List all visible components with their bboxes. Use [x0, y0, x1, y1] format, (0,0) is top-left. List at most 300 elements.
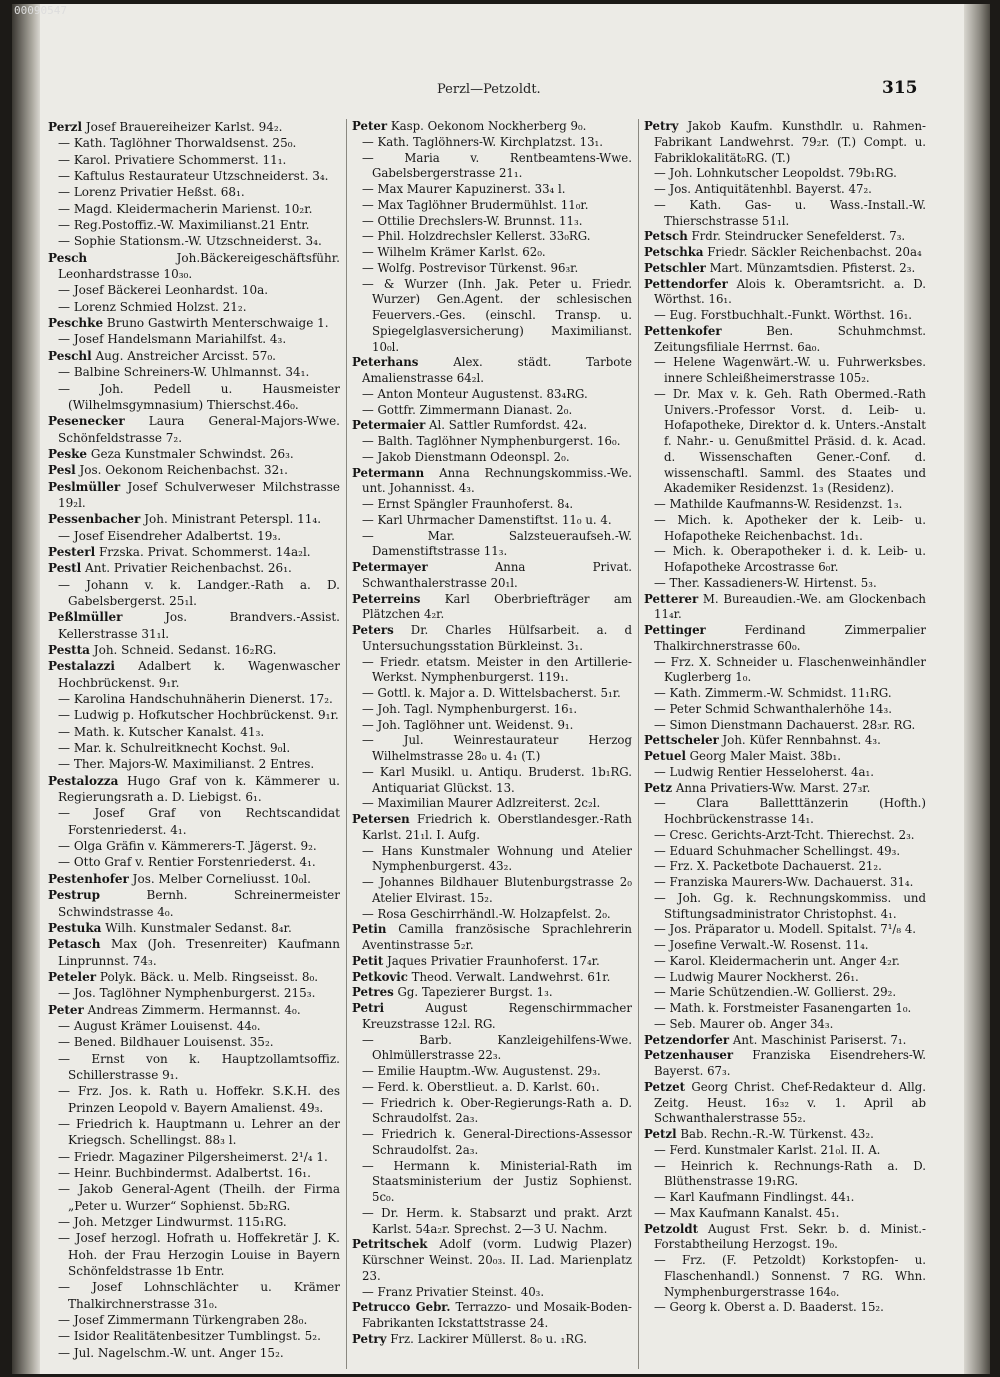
entry-text: — Mar. k. Schulreitknecht Kochst. 9₀l. [58, 741, 291, 756]
entry-text: — Maximilian Maurer Adlzreiterst. 2c₂l. [362, 796, 601, 811]
directory-entry [352, 355, 632, 387]
entry-surname: Peterhans [352, 355, 419, 370]
entry-text: Anna Privatiers-Ww. Marst. 27₃r. [675, 780, 871, 795]
directory-subentry [48, 1181, 340, 1214]
entry-text: — Ther. Kassadieners-W. Hirtenst. 5₃. [654, 575, 877, 590]
directory-entry [352, 623, 632, 655]
entry-text: — Friedrich k. Hauptmann u. Lehrer an der Kriegsch. Schellingst. 88₃ l. [58, 1116, 340, 1148]
directory-entry [48, 315, 340, 331]
directory-subentry [352, 765, 632, 797]
entry-surname: Perzl [48, 120, 83, 134]
directory-subentry [352, 655, 632, 687]
entry-text: Kasp. Oekonom Nockherberg 9₀. [390, 119, 587, 133]
entry-text: — Joh. Tagl. Nymphenburgerst. 16₁. [362, 701, 578, 716]
entry-text: M. Bureaudien.-We. am Glockenbach 11₄r. [654, 591, 926, 622]
entry-surname: Petry [352, 1331, 387, 1346]
entry-text: Jos. Oekonom Reichenbachst. 32₁. [79, 463, 288, 478]
entry-surname: Peters [352, 623, 394, 637]
directory-subentry [48, 577, 340, 610]
entry-text: — Kath. Zimmerm.-W. Schmidst. 11₁RG. [654, 686, 892, 700]
entry-text: — Karol. Privatiere Schommerst. 11₁. [58, 152, 287, 167]
directory-subentry [48, 740, 340, 756]
directory-subentry [48, 1279, 340, 1312]
directory-subentry [48, 1214, 340, 1230]
entry-text: Wilh. Kunstmaler Sedanst. 8₄r. [105, 920, 292, 935]
entry-text: — Rosa Geschirrhändl.-W. Holzapfelst. 2₀. [362, 906, 611, 921]
entry-text: — Ludwig Maurer Nockherst. 26₁. [654, 969, 859, 984]
entry-text: — Sophie Stationsm.-W. Utzschneiderst. 3₄. [58, 234, 322, 249]
directory-subentry [644, 497, 926, 513]
entry-text: Joh.Bäckereigeschäftsführ. Leonhardstrasse 10₃₀. [58, 250, 340, 282]
entry-text: — Josefine Verwalt.-W. Rosenst. 11₄. [654, 938, 869, 952]
entry-surname: Pesl [48, 463, 76, 478]
entry-text: — Karolina Handschuhnäherin Dienerst. 17₂. [58, 692, 333, 707]
entry-surname: Petermaier [352, 418, 426, 433]
entry-surname: Pestalozza [48, 773, 119, 788]
directory-subentry [352, 1096, 632, 1128]
entry-text: — Wilhelm Krämer Karlst. 62₀. [362, 245, 546, 259]
entry-text: — Franziska Maurers-Ww. Dachauerst. 31₄. [654, 875, 914, 889]
entry-surname: Petres [352, 985, 394, 1000]
book-gutter [12, 4, 40, 1374]
entry-text: — Ther. Majors-W. Maximilianst. 2 Entres. [58, 757, 315, 772]
entry-text: Georg Maler Maist. 38b₁. [689, 749, 841, 763]
directory-subentry [48, 201, 340, 217]
directory-entry [48, 119, 340, 135]
entry-surname: Petzl [644, 1127, 677, 1141]
directory-entry [352, 954, 632, 970]
directory-entry [352, 466, 632, 498]
entry-text: — Franz Privatier Steinst. 40₃. [362, 1284, 545, 1299]
directory-entry [644, 1080, 926, 1127]
directory-subentry [352, 1080, 632, 1096]
entry-text: — Otto Graf v. Rentier Forstenriederst. 4₁. [58, 855, 316, 870]
entry-text: Al. Sattler Rumfordst. 42₄. [429, 418, 588, 433]
entry-text: Ant. Privatier Reichenbachst. 26₁. [85, 561, 292, 576]
entry-surname: Petry [644, 119, 679, 133]
directory-subentry [352, 245, 632, 261]
directory-subentry [352, 182, 632, 198]
entry-surname: Pestenhofer [48, 871, 129, 886]
directory-subentry [644, 891, 926, 923]
directory-subentry [644, 718, 926, 734]
entry-text: — Reg.Postoffiz.-W. Maximilianst.21 Entr. [58, 218, 310, 233]
entry-text: August Frst. Sekr. b. d. Minist.-Forstabtheilung Herzogst. 19₀. [654, 1221, 926, 1252]
entry-text: Anna Rechnungskommiss.-We. unt. Johannisst. 4₃. [362, 465, 632, 496]
entry-text: — Kath. Gas- u. Wass.-Install.-W. Thierschstrasse 51₁l. [654, 197, 926, 228]
directory-subentry [352, 135, 632, 151]
entry-text: — & Wurzer (Inh. Jak. Peter u. Friedr. Wurzer) Gen.Agent. der schlesischen Feuervers.-Ges. (einschl. Transp. u. Spiegelglasversicherung) Maximilianst. 10₀l. [362, 276, 632, 354]
directory-subentry [644, 308, 926, 324]
directory-subentry [644, 844, 926, 860]
entry-text: — Max Maurer Kapuzinerst. 33₄ l. [362, 182, 566, 196]
directory-entry [352, 922, 632, 954]
directory-subentry [644, 1253, 926, 1300]
entry-surname: Pestl [48, 561, 82, 576]
entry-surname: Petzet [644, 1079, 685, 1094]
entry-text: Franziska Eisendrehers-W. Bayerst. 67₃. [654, 1048, 926, 1078]
entry-text: — Max Taglöhner Brudermühlst. 11₀r. [362, 197, 589, 212]
directory-subentry [644, 182, 926, 198]
directory-entry [352, 985, 632, 1001]
entry-surname: Petz [644, 780, 673, 795]
entry-text: — Ernst von k. Hauptzollamtsoffiz. Schillerstrasse 9₁. [58, 1051, 340, 1082]
entry-text: Josef Schulverweser Milchstrasse 19₂l. [58, 479, 340, 510]
entry-text: — Magd. Kleidermacherin Marienst. 10₂r. [58, 201, 313, 216]
entry-text: — Ludwig p. Hofkutscher Hochbrückenst. 9₁r. [58, 708, 339, 723]
directory-subentry [48, 691, 340, 707]
directory-subentry [644, 686, 926, 702]
entry-surname: Petri [352, 1001, 385, 1015]
entry-text: — Johann v. k. Landger.-Rath a. D. Gabelsbergerst. 25₁l. [58, 577, 340, 608]
directory-subentry [644, 1001, 926, 1017]
directory-subentry [48, 854, 340, 870]
column-divider [346, 119, 347, 1369]
directory-subentry [48, 135, 340, 151]
entry-text: — Josef herzogl. Hofrath u. Hoffekretär J. K. Hoh. der Frau Herzogin Louise in Bayern Schönfeldstrasse 1b Entr. [58, 1231, 340, 1279]
directory-subentry [48, 1149, 340, 1165]
entry-text: Hugo Graf von k. Kämmerer u. Regierungsrath a. D. Liebigst. 6₁. [58, 773, 340, 805]
directory-entry [48, 969, 340, 985]
entry-surname: Peske [48, 446, 88, 461]
entry-surname: Petzenhauser [644, 1048, 734, 1063]
entry-text: — Josef Lohnschlächter u. Krämer Thalkirchnerstrasse 31₀. [58, 1280, 340, 1311]
entry-text: Bab. Rechn.-R.-W. Türkenst. 43₂. [680, 1127, 874, 1141]
directory-subentry [48, 364, 340, 380]
entry-surname: Petzendorfer [644, 1032, 730, 1047]
directory-subentry [48, 282, 340, 298]
directory-entry [352, 592, 632, 624]
entry-text: — Bened. Bildhauer Louisenst. 35₂. [58, 1035, 274, 1050]
directory-entry [48, 544, 340, 560]
directory-entry [48, 560, 340, 576]
directory-subentry [352, 151, 632, 183]
entry-surname: Pettenkofer [644, 323, 722, 338]
entry-text: Friedrich k. Oberstlandesger.-Rath Karlst. 21₁l. I. Aufg. [362, 812, 632, 842]
directory-subentry [644, 796, 926, 828]
directory-entry [48, 511, 340, 527]
entry-text: — Joh. Metzger Lindwurmst. 115₁RG. [58, 1215, 287, 1230]
entry-text: — Barb. Kanzleigehilfens-Wwe. Ohlmüllerstrasse 22₃. [362, 1032, 632, 1063]
entry-text: Frdr. Steindrucker Senefelderst. 7₃. [691, 229, 906, 244]
entry-text: — Lorenz Privatier Heßst. 68₁. [58, 185, 245, 200]
entry-surname: Petsch [644, 229, 688, 244]
directory-entry [48, 920, 340, 936]
entry-surname: Petersen [352, 812, 410, 826]
entry-surname: Peteler [48, 969, 97, 984]
directory-entry [48, 642, 340, 658]
entry-text: — Kath. Taglöhners-W. Kirchplatzst. 13₁. [362, 134, 603, 149]
directory-column-3 [644, 119, 926, 1316]
entry-surname: Petasch [48, 937, 101, 952]
entry-surname: Petschler [644, 260, 706, 275]
entry-text: Jaques Privatier Fraunhoferst. 17₄r. [387, 953, 600, 968]
entry-surname: Pestuka [48, 920, 102, 935]
entry-text: — Dr. Herm. k. Stabsarzt und prakt. Arzt Karlst. 54a₂r. Sprechst. 2—3 U. Nachm. [362, 1205, 632, 1236]
entry-text: Mart. Münzamtsdien. Pfisterst. 2₃. [709, 260, 916, 275]
entry-text: — Jakob General-Agent (Theilh. der Firma „Peter u. Wurzer“ Sophienst. 5b₂RG. [58, 1182, 340, 1213]
entry-text: Alex. städt. Tarbote Amalienstrasse 64₂l. [362, 355, 632, 385]
entry-surname: Petzoldt [644, 1221, 699, 1236]
directory-subentry [644, 1017, 926, 1033]
directory-entry [644, 1127, 926, 1143]
entry-surname: Peslmüller [48, 479, 121, 494]
entry-text: Gg. Tapezierer Burgst. 1₃. [397, 985, 553, 1000]
entry-text: Jakob Kaufm. Kunsthdlr. u. Rahmen-Fabrikant Landwehrst. 79₂r. (T.) Compt. u. Fabriklokalität₀RG. (T.) [654, 119, 926, 165]
directory-subentry [48, 331, 340, 347]
entry-text: — Wolfg. Postrevisor Türkenst. 96₃r. [362, 260, 579, 275]
directory-subentry [352, 450, 632, 466]
entry-text: Anna Privat. Schwanthalerstrasse 20₁l. [362, 560, 632, 590]
entry-text: Dr. Charles Hülfsarbeit. a. d Untersuchungsstation Bürkleinst. 3₁. [362, 623, 632, 653]
directory-entry [352, 1237, 632, 1284]
entry-surname: Peschke [48, 316, 104, 331]
entry-surname: Pettendorfer [644, 276, 728, 291]
entry-surname: Peßlmüller [48, 610, 123, 625]
entry-text: — Friedrich k. Ober-Regierungs-Rath a. D. Schraudolfst. 2a₃. [362, 1095, 632, 1126]
directory-entry [48, 250, 340, 283]
entry-text: — Karl Uhrmacher Damenstiftst. 11₀ u. 4. [362, 512, 612, 527]
entry-text: — Frz. (F. Petzoldt) Korkstopfen- u. Flaschenhandl.) Sonnenst. 7 RG. Whn. Nymphenburgerstrasse 164₀. [654, 1253, 926, 1299]
entry-text: — Olga Gräfin v. Kämmerers-T. Jägerst. 9₂. [58, 839, 317, 854]
entry-text: — Friedr. Magaziner Pilgersheimerst. 2¹/₄ 1. [58, 1149, 328, 1164]
directory-entry [352, 970, 632, 986]
directory-subentry [352, 198, 632, 214]
entry-text: — Hans Kunstmaler Wohnung und Atelier Nymphenburgerst. 43₂. [362, 843, 632, 874]
directory-entry [352, 418, 632, 434]
entry-text: — Math. k. Kutscher Kanalst. 41₃. [58, 724, 265, 739]
entry-surname: Pesterl [48, 544, 96, 559]
directory-subentry [352, 844, 632, 876]
entry-text: Theod. Verwalt. Landwehrst. 61r. [411, 969, 611, 984]
entry-text: — Anton Monteur Augustenst. 83₄RG. [362, 386, 588, 401]
entry-text: — Jul. Weinrestaurateur Herzog Wilhelmstrasse 28₀ u. 4₁ (T.) [362, 733, 632, 763]
directory-subentry [644, 1206, 926, 1222]
entry-text: — Gottfr. Zimmermann Dianast. 2₀. [362, 402, 573, 417]
entry-text: — Simon Dienstmann Dachauerst. 28₃r. RG. [654, 717, 916, 732]
directory-subentry [352, 1127, 632, 1159]
directory-subentry [644, 970, 926, 986]
directory-subentry [48, 1083, 340, 1116]
directory-subentry [352, 277, 632, 356]
directory-subentry [48, 168, 340, 184]
directory-subentry [48, 985, 340, 1001]
entry-text: — Mar. Salzsteueraufseh.-W. Damenstiftstrasse 11₃. [362, 528, 632, 559]
entry-text: Alois k. Oberamtsricht. a. D. Wörthst. 16₁. [654, 276, 926, 307]
entry-text: August Regenschirmmacher Kreuzstrasse 12₂l. RG. [362, 1001, 632, 1031]
directory-entry [644, 749, 926, 765]
entry-text: — Emilie Hauptm.-Ww. Augustenst. 29₃. [362, 1064, 601, 1078]
entry-text: — Josef Handelsmann Mariahilfst. 4₃. [58, 332, 287, 347]
entry-text: — Lorenz Schmied Holzst. 21₂. [58, 299, 247, 314]
directory-column-1 [48, 119, 340, 1361]
directory-subentry [352, 434, 632, 450]
directory-subentry [352, 1206, 632, 1238]
entry-text: — Jos. Taglöhner Nymphenburgerst. 215₃. [58, 986, 316, 1001]
directory-subentry [352, 733, 632, 765]
directory-subentry [352, 1064, 632, 1080]
directory-subentry [48, 1230, 340, 1279]
entry-text: Camilla französische Sprachlehrerin Aventinstrasse 5₂r. [362, 922, 632, 952]
directory-subentry [48, 152, 340, 168]
directory-subentry [48, 1328, 340, 1344]
entry-surname: Petermayer [352, 560, 428, 574]
directory-subentry [48, 838, 340, 854]
entry-text: — Jakob Dienstmann Odeonspl. 2₀. [362, 449, 570, 464]
entry-surname: Petuel [644, 749, 686, 763]
entry-surname: Pettscheler [644, 733, 719, 748]
directory-entry [352, 119, 632, 135]
directory-entry [48, 658, 340, 691]
entry-text: — Ferd. Kunstmaler Karlst. 21₀l. II. A. [654, 1142, 881, 1157]
directory-subentry [352, 1285, 632, 1301]
entry-text: Aug. Anstreicher Arcisst. 57₀. [95, 348, 276, 363]
entry-text: — Heinrich k. Rechnungs-Rath a. D. Blüthenstrasse 19₁RG. [654, 1158, 926, 1189]
entry-surname: Petit [352, 953, 384, 968]
entry-text: — Heinr. Buchbindermst. Adalbertst. 16₁. [58, 1166, 311, 1180]
directory-subentry [352, 229, 632, 245]
entry-surname: Petrucco Gebr. [352, 1300, 451, 1315]
entry-text: Frz. Lackirer Müllerst. 8₀ u. ₁RG. [390, 1331, 587, 1346]
directory-entry [352, 1332, 632, 1348]
entry-text: — Friedr. etatsm. Meister in den Artillerie-Werkst. Nymphenburgerst. 119₁. [362, 654, 632, 685]
entry-surname: Petkovic [352, 969, 408, 984]
directory-entry [644, 245, 926, 261]
entry-text: — Gottl. k. Major a. D. Wittelsbacherst. 5₁r. [362, 686, 621, 700]
directory-entry [48, 936, 340, 969]
entry-text: — Josef Zimmermann Türkengraben 28₀. [58, 1313, 308, 1328]
entry-text: — Josef Graf von Rechtscandidat Forstenriederst. 4₁. [58, 806, 340, 837]
directory-subentry [352, 1033, 632, 1065]
entry-text: — Joh. Taglöhner unt. Weidenst. 9₁. [362, 717, 574, 732]
entry-text: — Kaftulus Restaurateur Utzschneiderst. 3₄. [58, 169, 329, 184]
directory-entry [48, 1002, 340, 1018]
directory-entry [352, 812, 632, 844]
entry-text: — Ottilie Drechslers-W. Brunnst. 11₃. [362, 213, 583, 228]
entry-text: — Max Kaufmann Kanalst. 45₁. [654, 1205, 840, 1220]
directory-subentry [48, 528, 340, 544]
directory-subentry [644, 655, 926, 687]
directory-entry [352, 1001, 632, 1033]
entry-text: Terrazzo- und Mosaik-Boden-Fabrikanten Ickstattstrasse 24. [362, 1300, 632, 1330]
directory-subentry [352, 403, 632, 419]
directory-subentry [644, 166, 926, 182]
directory-subentry [48, 233, 340, 249]
entry-text: — Balth. Taglöhner Nymphenburgerst. 16₀. [362, 434, 621, 448]
entry-text: Joh. Schneid. Sedanst. 16₂RG. [93, 643, 277, 657]
entry-text: Ben. Schuhmchmst. Zeitungsfiliale Herrnst. 6a₀. [654, 323, 926, 354]
directory-subentry [48, 1051, 340, 1084]
entry-text: — Isidor Realitätenbesitzer Tumblingst. 5₂. [58, 1329, 321, 1344]
directory-subentry [644, 875, 926, 891]
entry-surname: Peter [352, 119, 388, 133]
directory-entry [48, 413, 340, 446]
directory-entry [48, 871, 340, 887]
entry-text: — Ferd. k. Oberstlieut. a. D. Karlst. 60₁. [362, 1079, 600, 1094]
directory-subentry [48, 299, 340, 315]
entry-text: Adalbert k. Wagenwascher Hochbrückenst. 9₁r. [58, 659, 340, 690]
entry-text: Polyk. Bäck. u. Melb. Ringseisst. 8₀. [99, 969, 319, 984]
entry-surname: Peterreins [352, 591, 421, 606]
entry-text: Joh. Küfer Rennbahnst. 4₃. [722, 733, 881, 748]
entry-text: — Mathilde Kaufmanns-W. Residenzst. 1₃. [654, 497, 903, 511]
entry-text: — Karl Kaufmann Findlingst. 44₁. [654, 1190, 855, 1204]
directory-subentry [48, 724, 340, 740]
directory-subentry [644, 513, 926, 545]
entry-text: Bernh. Schreinermeister Schwindstrasse 4₀. [58, 888, 340, 919]
entry-surname: Pestalazzi [48, 659, 115, 674]
entry-text: — Frz. X. Packetbote Dachauerst. 21₂. [654, 859, 882, 874]
directory-subentry [644, 576, 926, 592]
directory-subentry [48, 381, 340, 414]
entry-text: — Frz. X. Schneider u. Flaschenweinhändler Kuglerberg 1₀. [654, 654, 926, 685]
entry-text: — Ludwig Rentier Hesseloherst. 4a₁. [654, 764, 874, 779]
directory-subentry [644, 828, 926, 844]
directory-subentry [352, 497, 632, 513]
directory-subentry [644, 859, 926, 875]
directory-entry [644, 1048, 926, 1080]
directory-subentry [644, 1190, 926, 1206]
directory-subentry [48, 1312, 340, 1328]
entry-surname: Pestta [48, 643, 90, 657]
entry-text: — Dr. Max v. k. Geh. Rath Obermed.-Rath Univers.-Professor Vorst. d. Leib- u. Hofapotheke, Direktor d. k. Unters.-Anstalt f. Nahr.- u. Genußmittel Präsid. d. k. Acad. d. Wissenschaften Gener.-Conf. d. wissenschaftl. Samml. des Staates und Akademiker Residenzst. 1₃ (Residenz). [654, 386, 926, 496]
directory-subentry [352, 718, 632, 734]
directory-subentry [644, 954, 926, 970]
entry-text: — Joh. Lohnkutscher Leopoldst. 79b₁RG. [654, 166, 897, 181]
entry-text: — Kath. Taglöhner Thorwaldsenst. 25₀. [58, 136, 297, 151]
entry-surname: Pesenecker [48, 414, 125, 429]
entry-text: Frzska. Privat. Schommerst. 14a₂l. [98, 544, 311, 559]
directory-subentry [644, 1143, 926, 1159]
directory-subentry [48, 1034, 340, 1050]
directory-entry [644, 324, 926, 356]
entry-text: — Mich. k. Oberapotheker i. d. k. Leib- u. Hofapotheke Arcostrasse 6₀r. [654, 544, 926, 574]
column-divider [638, 119, 639, 1369]
entry-text: Joh. Ministrant Peterspl. 11₄. [144, 512, 322, 527]
entry-text: Georg Christ. Chef-Redakteur d. Allg. Zeitg. Heust. 16₃₂ v. 1. April ab Schwanthalerstrasse 55₂. [654, 1079, 926, 1126]
entry-text: — Phil. Holzdrechsler Kellerst. 33₀RG. [362, 229, 591, 244]
entry-text: Laura General-Majors-Wwe. Schönfeldstrasse 7₂. [58, 414, 340, 445]
entry-text: — Friedrich k. General-Directions-Assessor Schraudolfst. 2a₃. [362, 1127, 632, 1157]
entry-text: — Clara Balletttänzerin (Hofth.) Hochbrückenstrasse 14₁. [654, 796, 926, 826]
directory-entry [48, 348, 340, 364]
directory-entry [644, 277, 926, 309]
entry-text: — Hermann k. Ministerial-Rath im Staatsministerium der Justiz Sophienst. 5c₀. [362, 1158, 632, 1204]
entry-text: — Eug. Forstbuchhalt.-Funkt. Wörthst. 16₁. [654, 308, 913, 322]
directory-subentry [352, 513, 632, 529]
entry-text: Adolf (vorm. Ludwig Plazer) Kürschner Weinst. 20₀₃. II. Lad. Marienplatz 23. [362, 1237, 632, 1283]
entry-text: Josef Brauereiheizer Karlst. 94₂. [85, 120, 283, 134]
entry-text: — Helene Wagenwärt.-W. u. Fuhrwerksbes. innere Schleißheimerstrasse 105₂. [654, 355, 926, 385]
entry-text: Karl Oberbriefträger am Plätzchen 4₂r. [362, 591, 632, 622]
directory-subentry [48, 1345, 340, 1361]
directory-subentry [644, 1300, 926, 1316]
directory-subentry [352, 875, 632, 907]
directory-entry [644, 592, 926, 624]
entry-text: Jos. Brandvers.-Assist. Kellerstrasse 31₁l. [58, 610, 340, 641]
directory-entry [48, 479, 340, 512]
entry-text: Max (Joh. Tresenreiter) Kaufmann Linprunnst. 74₃. [58, 937, 340, 968]
entry-text: Friedr. Säckler Reichenbachst. 20a₄ [707, 245, 922, 259]
directory-entry [48, 462, 340, 478]
entry-text: — Karl Musikl. u. Antiqu. Bruderst. 1b₁RG. Antiquariat Glückst. 13. [362, 764, 632, 795]
directory-subentry [644, 938, 926, 954]
entry-surname: Peter [48, 1002, 84, 1017]
page-number: 315 [882, 78, 918, 98]
directory-entry [48, 773, 340, 806]
directory-entry [644, 1033, 926, 1049]
directory-subentry [352, 702, 632, 718]
